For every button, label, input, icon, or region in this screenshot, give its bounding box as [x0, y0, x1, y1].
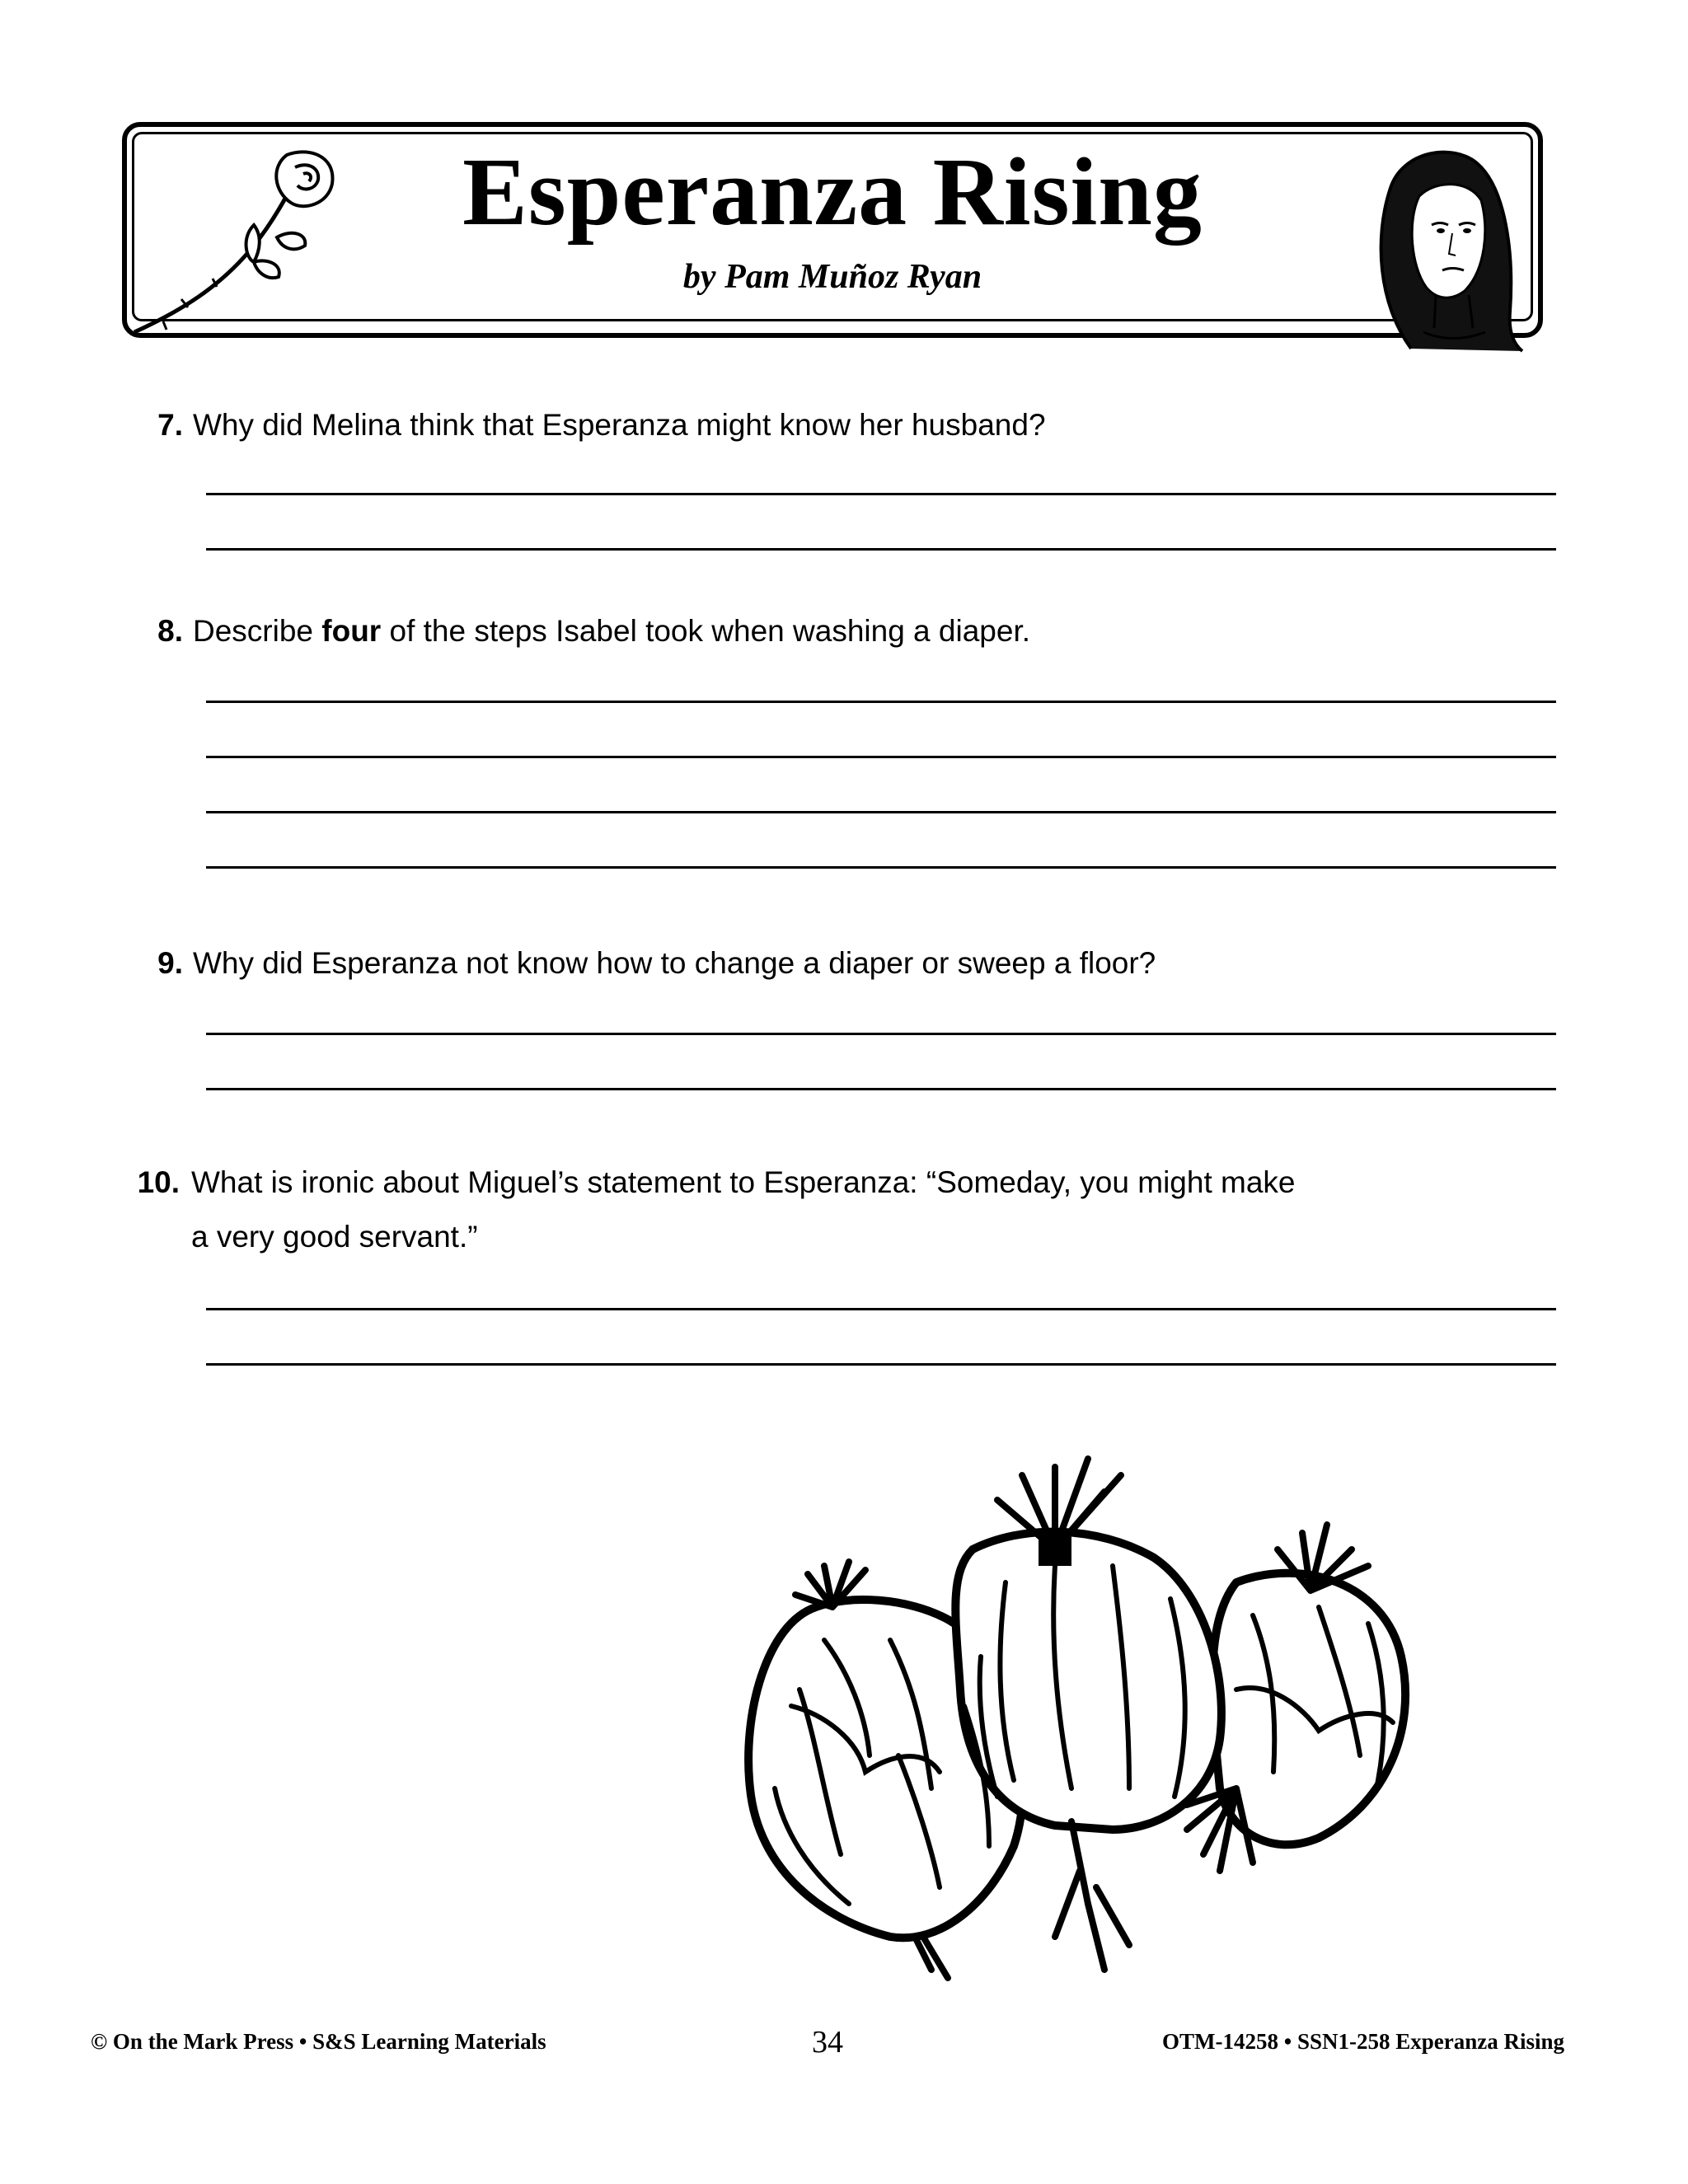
question-emphasis: four — [321, 614, 382, 648]
question-8-text — [140, 604, 1556, 658]
copyright-text: © On the Mark Press • S&S Learning Materials — [91, 2029, 546, 2054]
page-number: 34 — [812, 2025, 843, 2060]
question-9-text — [140, 936, 1556, 991]
answer-line[interactable] — [206, 1088, 1556, 1090]
question-number: 7. — [157, 408, 183, 442]
question-9 — [140, 936, 1556, 991]
question-prompt: Why did Melina think that Esperanza might know her husband? — [193, 408, 1046, 442]
answer-line[interactable] — [206, 493, 1556, 495]
answer-line[interactable] — [206, 756, 1556, 758]
answer-line[interactable] — [206, 1033, 1556, 1035]
author-subtitle: by Pam Muñoz Ryan — [682, 258, 982, 296]
answer-line[interactable] — [206, 1308, 1556, 1310]
question-prompt-line-2: a very good servant.” — [191, 1220, 478, 1254]
question-number: 8. — [157, 614, 183, 648]
question-prompt-end: of the steps Isabel took when washing a diaper. — [381, 614, 1031, 648]
question-7 — [140, 398, 1556, 452]
title-banner — [122, 122, 1543, 338]
product-code: OTM-14258 • SSN1-258 Experanza Rising — [1162, 2029, 1564, 2054]
question-10-text — [130, 1155, 1556, 1264]
girl-portrait-icon — [1353, 138, 1535, 361]
question-number: 9. — [157, 946, 183, 980]
question-prompt-start: Describe — [193, 614, 322, 648]
page-title: Esperanza Rising — [462, 138, 1203, 246]
question-prompt-line-1: What is ironic about Miguel’s statement to Esperanza: “Someday, you might make — [191, 1165, 1296, 1199]
answer-line[interactable] — [206, 548, 1556, 551]
page-footer — [91, 2025, 1564, 2062]
answer-line[interactable] — [206, 701, 1556, 703]
answer-line[interactable] — [206, 811, 1556, 813]
question-prompt: Why did Esperanza not know how to change a diaper or sweep a floor? — [193, 946, 1156, 980]
answer-line[interactable] — [206, 1363, 1556, 1366]
question-number: 10. — [137, 1165, 180, 1199]
question-7-text — [140, 398, 1556, 452]
question-10 — [130, 1155, 1556, 1264]
question-8 — [140, 604, 1556, 658]
onions-illustration-icon — [725, 1442, 1434, 1986]
answer-line[interactable] — [206, 866, 1556, 869]
